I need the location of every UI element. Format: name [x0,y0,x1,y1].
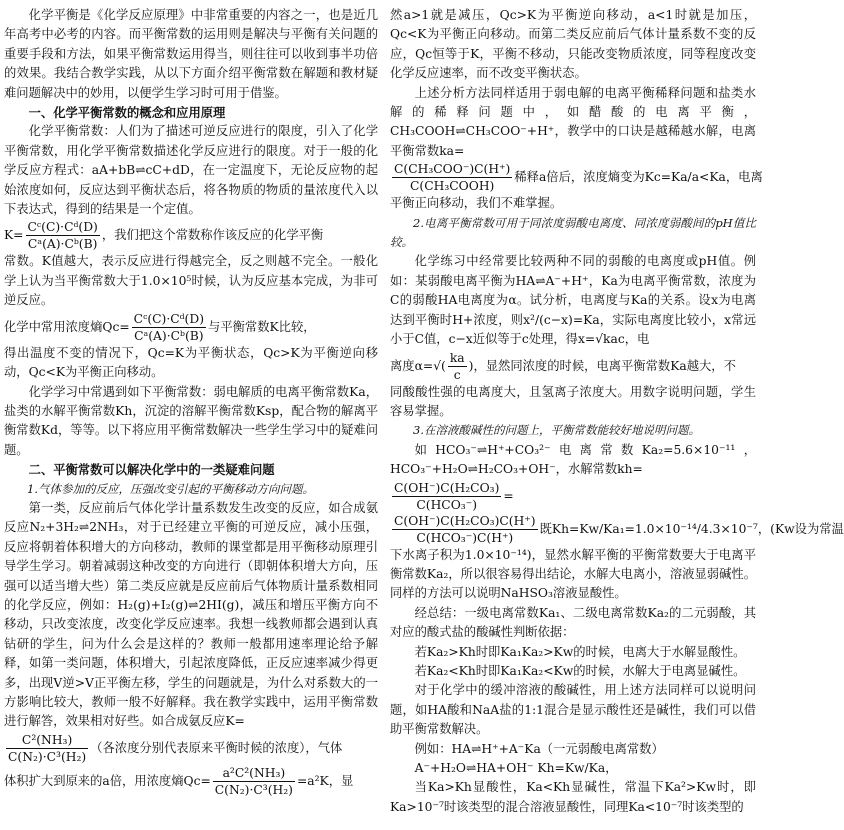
fraction-numerator: C(OH⁻)C(H₂CO₃)C(H⁺) [394,513,536,528]
equation-line [4,311,378,344]
equation-prefix: 离度α=√( [390,358,446,373]
fraction-denominator: C(HCO₃⁻)C(H⁺) [416,530,514,545]
equation-line [4,219,378,252]
subsection-heading: 1.气体参加的反应，压强改变引起的平衡移动方向问题。 [27,481,314,496]
equation-prefix: K= [4,228,24,243]
equation-suffix: 既Kh=Kw/Ka₁=1.0×10⁻¹⁴/4.3×10⁻⁷，(Kw设为常温 [539,521,844,536]
fraction-denominator: Cᵃ(A)·Cᵇ(B) [134,328,204,343]
paragraph: 对于化学中的缓冲溶液的酸碱性，用上述方法同样可以说明问题，如HA酸和NaA盐的1:1混合是显示酸性还是碱性，我们可以借助平衡常数解决。 [390,683,756,737]
equation-suffix: ，我们把这个常数称作该反应的化学平衡 [101,228,324,243]
equation-suffix: 稀释a倍后，浓度熵变为Kc=Ka/a<Ka，电离 [514,170,763,185]
paragraph: 上述分析方法同样适用于弱电解的电离平衡稀释问题和盐类水解的稀释问题中，如醋酸的电离平衡，CH₃COOH⇌CH₃COO⁻+H⁺，教学中的口诀是越稀越水解，电离平衡常数ka= [390,85,756,158]
paragraph: 化学平衡常数：人们为了描述可逆反应进行的限度，引入了化学平衡常数，用化学平衡常数描述化学反应进行的限度。对于一般的化学反应方程式：aA+bB⇌cC+dD，在一定温度下，无论反应物的起始浓度如何，反应达到平衡状态后，将各物质的物质的量浓度代入以下表达式，得到的结果是一个定值。 [4,124,378,217]
left-column [4,6,378,798]
equation-suffix: = [503,488,514,503]
fraction-denominator: Cᵃ(A)·Cᵇ(B) [27,237,98,252]
paragraph: 平衡正向移动，我们不难掌握。 [390,196,563,211]
fraction-numerator: a²C²(NH₃) [213,765,295,782]
fraction-denominator: C(N₂)·C³(H₂) [8,749,87,764]
fraction-numerator: C²(NH₃) [6,732,88,749]
section-heading: 二、平衡常数可以解决化学中的一类疑难问题 [28,462,275,478]
fraction [213,765,295,798]
fraction-denominator: C(N₂)·C³(H₂) [214,782,293,797]
section-heading: 一、化学平衡常数的概念和应用原理 [28,105,226,121]
paragraph: 下水离子积为1.0×10⁻¹⁴)，显然水解平衡的平衡常数要大于电离平衡常数Ka₂，所以很容易得出结论，水解大电离小，溶液显弱碱性。同样的方法可以说明NaHSO₃溶液显酸性。 [390,547,756,601]
fraction [448,350,467,383]
paragraph: 当Ka>Kh显酸性，Ka<Kh显碱性，常温下Ka²>Kw时，即Ka>10⁻⁷时该类型的混合溶液显酸性，同理Ka<10⁻⁷时该类型的 [390,780,756,814]
fraction-denominator: C(HCO₃⁻) [416,497,478,512]
equation-line [4,732,378,765]
right-column [390,6,844,817]
paragraph: 化学学习中常遇到如下平衡常数：弱电解质的电离平衡常数Ka，盐类的水解平衡常数Kh，沉淀的溶解平衡常数Ksp，配合物的解离平衡常数Kd，等等。以下将应用平衡常数解决一些学生学习中的疑难问题。 [4,384,378,457]
paragraph: 例如：HA⇌H⁺+A⁻Ka（一元弱酸电离常数） [414,741,664,756]
equation-prefix: 体积扩大到原来的a倍，用浓度熵Qc= [4,773,211,788]
paragraph: A⁻+H₂O⇌HA+OH⁻ Kh=Kw/Ka， [414,761,618,775]
paragraph: 第一类，反应前后气体化学计量系数发生改变的反应，如合成氨反应N₂+3H₂⇌2NH₃，对于已经建立平衡的可逆反应，减小压强，反应将朝着体积增大的方向移动，教师的课堂都是用平衡移动原理引导学生学习。朝着减弱这种改变的方向进行（即朝体积增大方向，压强可以适当增大些）第二类反应就是反应前后气体物质计量系数相同的化学反应，例如：H₂(g)+I₂(g)⇌2HI(g)，减压和增压平衡方向不移动，只改变浓度，改变化学反应速率。我想一线教师都会遇到认真钻研的学生，问为什么会是这样的？教师一般都用速率理论给予解释，如第一类问题，体积增大，引起浓度降低，正反应速率减少得更多，出现V逆>V正平衡左移，学生的问题就是，为什么对系数大的一方影响比较大，教师一般不好解释。我在教学实践中，运用平衡常数进行解答，效果相对好些。如合成氨反应K= [4,500,378,729]
fraction [132,311,206,344]
paragraph: 如HCO₃⁻⇌H⁺+CO₃²⁻电离常数Ka₂=5.6×10⁻¹¹，HCO₃⁻+H₂O⇌H₂CO₃+OH⁻，水解常数kh= [390,442,756,477]
paragraph: 常数。K值越大，表示反应进行得越完全，反之则越不完全。一般化学上认为当平衡常数大于1.0×10⁵时候，认为反应基本完成，为非可逆反应。 [4,254,378,308]
equation-line [390,513,844,546]
paragraph: 同酸酸性强的电离度大，且氢离子浓度大。用数字说明问题，学生容易掌握。 [390,384,756,418]
fraction [392,513,538,546]
equation-line [390,480,756,513]
fraction-denominator: c [453,367,461,382]
fraction-numerator: C(OH⁻)C(H₂CO₃) [394,480,500,495]
equation-prefix: 化学中常用浓度熵Qc= [4,319,130,334]
equation-suffix: 与平衡常数K比较， [208,319,316,334]
fraction-denominator: C(CH₃COOH) [409,179,495,194]
equation-suffix: =a²K，显 [296,773,354,788]
fraction [392,161,512,194]
paragraph: 得出温度不变的情况下，Qc=K为平衡状态，Qc>K为平衡逆向移动，Qc<K为平衡正向移动。 [4,345,378,380]
subsection-heading: 2.电离平衡常数可用于同浓度弱酸电离度、同浓度弱酸间的pH值比较。 [390,215,756,250]
fraction-numerator: C(CH₃COO⁻)C(H⁺) [394,162,511,177]
equation-suffix: （各浓度分别代表原来平衡时候的浓度），气体 [90,740,343,755]
fraction [26,219,100,252]
paragraph: 若Ka₂<Kh时即Ka₁Ka₂<Kw的时候，水解大于电离显碱性。 [414,663,746,678]
equation-suffix: )，显然同浓度的时候，电离平衡常数Ka越大，不 [468,358,736,373]
fraction-numerator: ka [449,350,465,365]
paragraph: 化学练习中经常要比较两种不同的弱酸的电离度或pH值。例如：某弱酸电离平衡为HA⇌A⁻+H⁺，Ka为电离平衡常数，浓度为C的弱酸HA电离度为α。试分析，电离度与Ka的关系。设x为电离达到平衡时H+浓度，则x²/(c−x)=Ka，实际电离度比较小，x常远小于C值，c−x近似等于c处理，得x=√kac，电 [390,254,756,347]
fraction [6,732,88,765]
subsection-heading: 3.在溶液酸碱性的问题上，平衡常数能较好地说明问题。 [413,423,700,438]
paragraph: 经总结：一级电离常数Ka₁、二级电离常数Ka₂的二元弱酸，其对应的酸式盐的酸碱性判断依据： [390,605,756,640]
equation-line [4,765,378,798]
equation-line [390,350,756,383]
paragraph: 化学平衡是《化学反应原理》中非常重要的内容之一，也是近几年高考中必考的内容。而平衡常数的运用则是解决与平衡有关问题的重要手段和方法，如果平衡常数运用得当，则往往可以收到事半功倍的效果。我结合教学实践，从以下方面介绍平衡常数在解题和教材疑难问题解决中的妙用，以便学生学习时可用于借鉴。 [4,8,378,100]
fraction [392,480,501,513]
equation-line [390,161,763,194]
paragraph: 然a>1就是减压，Qc>K为平衡逆向移动，a<1时就是加压，Qc<K为平衡正向移动。而第二类反应前后气体计量系数不变的反应，Qc恒等于K，平衡不移动，只能改变物质浓度，同等程度改变化学反应速率，而不改变平衡状态。 [390,8,756,81]
fraction-numerator: Cᶜ(C)·Cᵈ(D) [133,311,205,326]
paragraph: 若Ka₂>Kh时即Ka₁Ka₂>Kw的时候，电离大于水解显酸性。 [414,644,746,659]
fraction-numerator: Cᶜ(C)·Cᵈ(D) [27,220,98,235]
